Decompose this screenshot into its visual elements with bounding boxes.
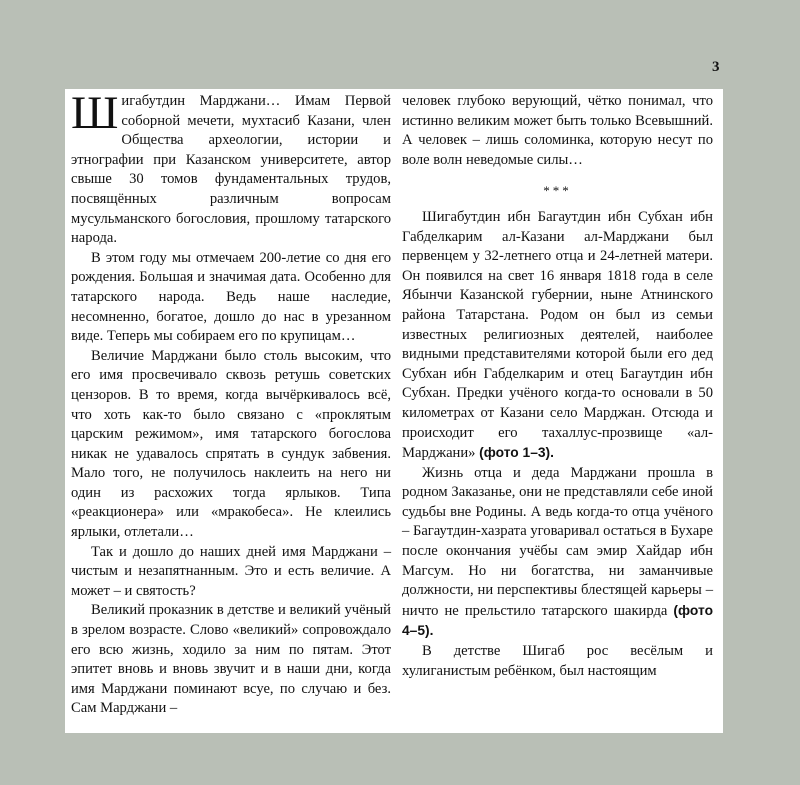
paragraph: В детстве Шигаб рос весёлым и хулиганистым ребёнком, был настоящим (402, 643, 713, 679)
photo-reference: (фото 4–5). (402, 602, 713, 639)
paragraph-text: Жизнь отца и деда Марджани прошла в родном Заказанье, они не представляли себе иной судьбы вне Родины. А ведь когда-то отца учёного – Багаутдин-хазрата уговаривал остаться в Бухаре после окончания учёбы сам эмир Хайдар ибн Магсум. Но ни богатства, ни заманчивые должности, ни перспективы блестящей карьеры – ничто не прельстило татарского шакирда (402, 464, 713, 619)
section-separator: *** (543, 183, 572, 199)
left-column (71, 89, 391, 719)
page-number: 3 (712, 59, 720, 75)
paragraph: Величие Марджани было столь высоким, что его имя просвечивало сквозь ретушь советских цензоров. В то время, когда вычёркивалось всё, что хоть как-то было связано с «проклятым царским режимом», имя татарского богослова никак не удавалось спрятать в сундук забвения. Мало того, не получилось наклеить на него ни один из расхожих тогда ярлыков. Типа «реакционера» или «мракобеса». Не клеились ярлыки, отлетали… (71, 347, 391, 541)
paragraph (402, 464, 713, 642)
paragraph (71, 89, 391, 249)
paragraph: человек глубоко верующий, чётко понимал, что истинно великим может быть только Всевышний. А человек – лишь соломинка, которую несут по воле волн неведомые силы… (402, 93, 713, 168)
photo-reference: (фото 1–3). (479, 445, 554, 461)
paragraph-text: игабутдин Марджани… Имам Первой соборной мечети, мухтасиб Казани, член Общества археологии, истории и этнографии при Казанском университете, автор свыше 30 томов фундаментальных трудов, посвящённых различным вопросам мусульманского богословия, прошлому татарского народа. (71, 93, 391, 247)
paragraph (402, 208, 713, 464)
paragraph: В этом году мы отмечаем 200-летие со дня его рождения. Большая и значимая дата. Особенно для татарского народа. Ведь наше наследие, несомненно, богатое, дошло до нас в урезанном виде. Теперь мы собираем его по крупицам… (71, 249, 391, 345)
right-column (402, 92, 713, 681)
drop-cap: Ш (71, 89, 119, 139)
paragraph-text: Шигабутдин ибн Багаутдин ибн Субхан ибн Габделкарим ал-Казани ал-Марджани был первенцем у 32-летнего отца и 24-летней матери. Он появился на свет 16 января 1818 года в селе Ябынчи Казанской губернии, ныне Атнинского района Татарстана. Родом он был из семьи известных религиозных деятелей, наиболее видными представителями которой были его дед Субхан ибн Габделкарим и отец Багаутдин ибн Субхан. Предки учёного когда-то основали в 50 километрах от Казани село Марджан. Отсюда и происходит его тахаллус-прозвище «ал-Марджани» (402, 208, 713, 462)
paragraph: Великий проказник в детстве и великий учёный в зрелом возрасте. Слово «великий» сопровождало его всю жизнь, ходило за ним по пятам. Этот эпитет вновь и вновь звучит и в наши дни, когда имя Марджани поминают всуе, по случаю и без. Сам Марджани – (71, 602, 391, 717)
paragraph: Так и дошло до наших дней имя Марджани – чистым и незапятнанным. Это и есть величие. А может – и святость? (71, 543, 391, 599)
magazine-page (65, 89, 723, 733)
